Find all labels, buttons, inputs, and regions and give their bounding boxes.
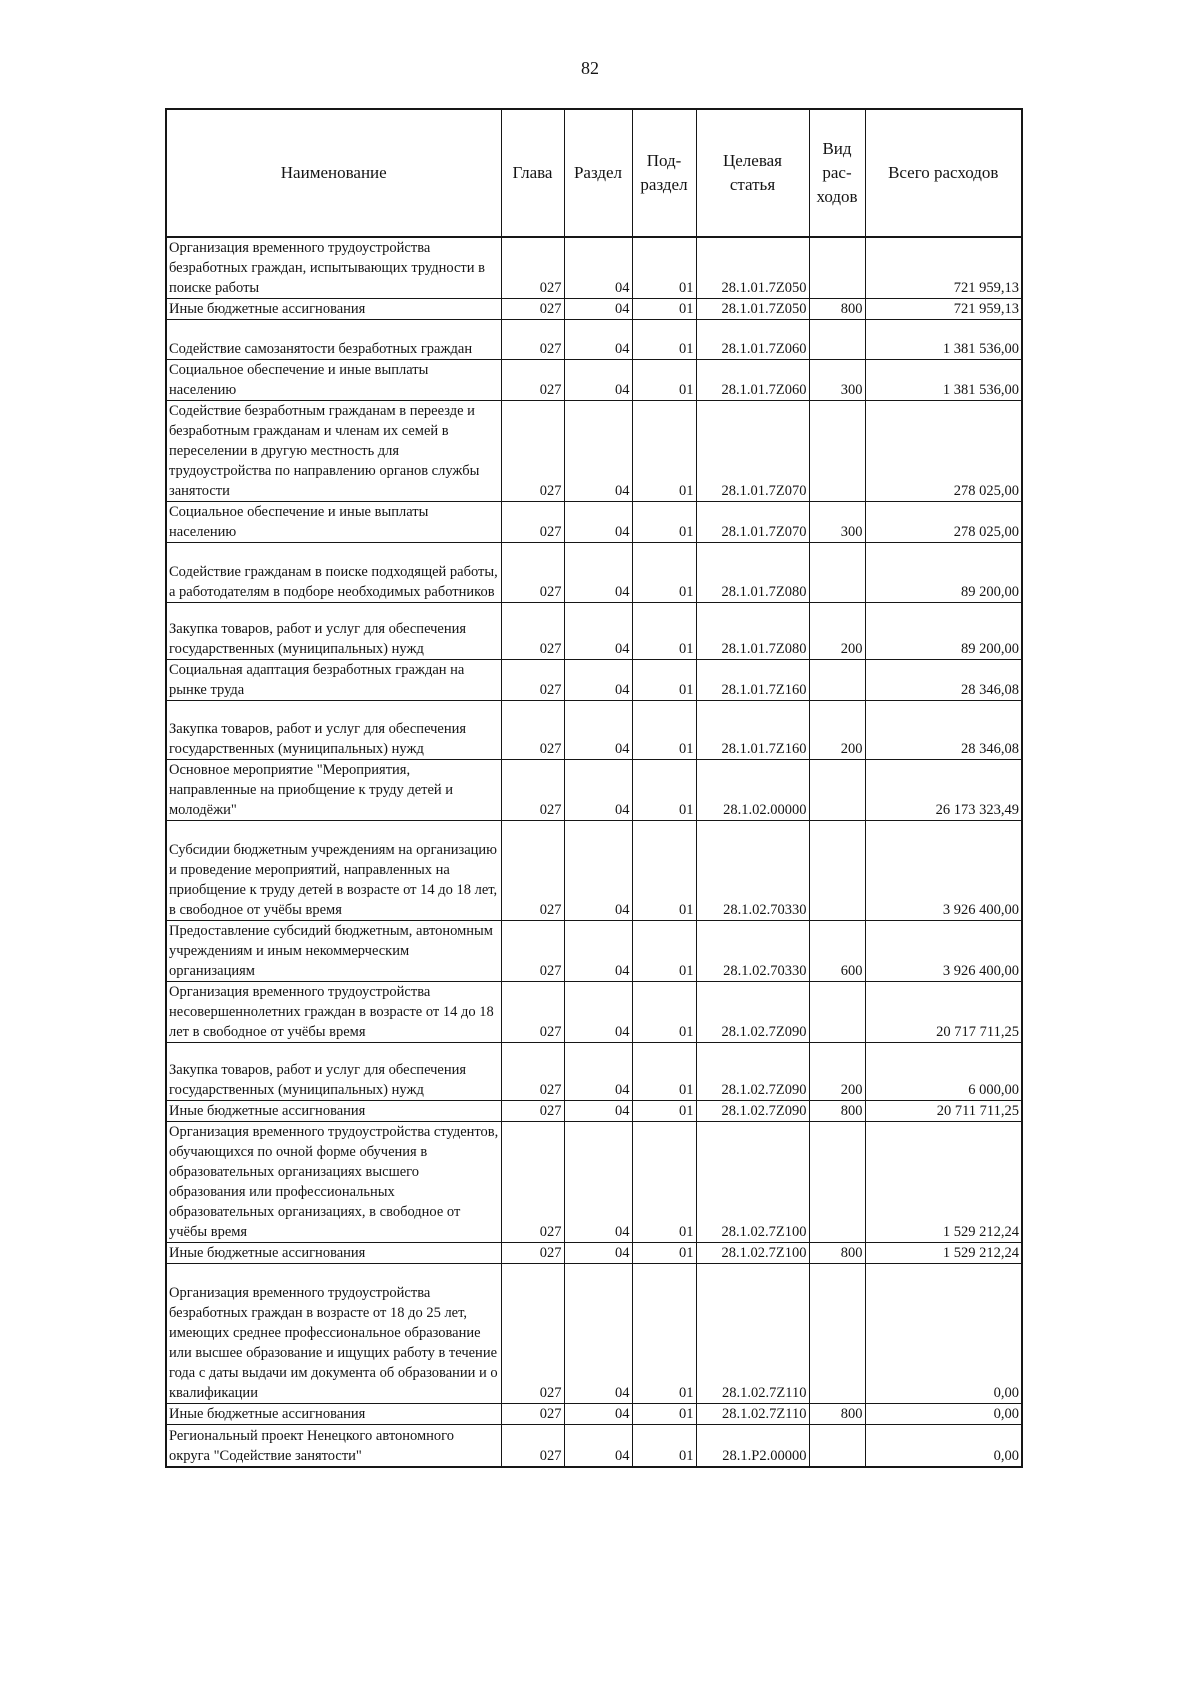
- target-article-cell: 28.1.01.7Z160: [696, 701, 809, 760]
- expense-type-cell: [809, 237, 865, 299]
- table-row: [166, 1425, 1022, 1467]
- chapter-cell: 027: [501, 760, 564, 821]
- chapter-cell: 027: [501, 299, 564, 320]
- target-article-cell: 28.1.01.7Z070: [696, 502, 809, 543]
- expense-type-cell: 800: [809, 1243, 865, 1264]
- table-row: [166, 921, 1022, 982]
- section-cell: 04: [564, 1043, 632, 1101]
- target-article-cell: 28.1.02.7Z090: [696, 982, 809, 1043]
- total-expenses-cell: 3 926 400,00: [865, 921, 1022, 982]
- total-expenses-cell: 20 717 711,25: [865, 982, 1022, 1043]
- header-line: Глава: [512, 163, 553, 182]
- table-row: [166, 1264, 1022, 1404]
- subsection-cell: 01: [632, 921, 696, 982]
- expense-type-cell: 300: [809, 360, 865, 401]
- total-expenses-cell: 278 025,00: [865, 502, 1022, 543]
- total-expenses-cell: 26 173 323,49: [865, 760, 1022, 821]
- expense-type-cell: [809, 982, 865, 1043]
- header-target-article: [696, 109, 809, 237]
- section-cell: 04: [564, 1101, 632, 1122]
- target-article-cell: 28.1.01.7Z060: [696, 360, 809, 401]
- chapter-cell: 027: [501, 1122, 564, 1243]
- chapter-cell: 027: [501, 1101, 564, 1122]
- header-name: [166, 109, 501, 237]
- header-line: раздел: [640, 175, 688, 194]
- subsection-cell: 01: [632, 320, 696, 360]
- row-name-cell: Социальное обеспечение и иные выплаты населению: [166, 502, 501, 543]
- subsection-cell: 01: [632, 821, 696, 921]
- target-article-cell: 28.1.02.70330: [696, 821, 809, 921]
- row-name-cell: Социальное обеспечение и иные выплаты населению: [166, 360, 501, 401]
- table-row: [166, 760, 1022, 821]
- chapter-cell: 027: [501, 360, 564, 401]
- chapter-cell: 027: [501, 320, 564, 360]
- table-row: [166, 401, 1022, 502]
- section-cell: 04: [564, 1425, 632, 1467]
- table-row: [166, 821, 1022, 921]
- chapter-cell: 027: [501, 660, 564, 701]
- page-number: 82: [581, 58, 599, 78]
- row-name-cell: Региональный проект Ненецкого автономного округа "Содействие занятости": [166, 1425, 501, 1467]
- expense-type-cell: [809, 1425, 865, 1467]
- expense-type-cell: [809, 1264, 865, 1404]
- chapter-cell: 027: [501, 1425, 564, 1467]
- header-section: [564, 109, 632, 237]
- expense-type-cell: 200: [809, 701, 865, 760]
- section-cell: 04: [564, 1404, 632, 1425]
- total-expenses-cell: 1 381 536,00: [865, 320, 1022, 360]
- section-cell: 04: [564, 982, 632, 1043]
- header-subsection: [632, 109, 696, 237]
- total-expenses-cell: 1 381 536,00: [865, 360, 1022, 401]
- chapter-cell: 027: [501, 502, 564, 543]
- table-row: [166, 701, 1022, 760]
- total-expenses-cell: 721 959,13: [865, 237, 1022, 299]
- row-name-cell: Иные бюджетные ассигнования: [166, 299, 501, 320]
- row-name-cell: Социальная адаптация безработных граждан на рынке труда: [166, 660, 501, 701]
- section-cell: 04: [564, 660, 632, 701]
- expense-type-cell: 800: [809, 1404, 865, 1425]
- subsection-cell: 01: [632, 360, 696, 401]
- expense-type-cell: 600: [809, 921, 865, 982]
- table-row: [166, 360, 1022, 401]
- section-cell: 04: [564, 320, 632, 360]
- header-line: статья: [729, 175, 776, 194]
- subsection-cell: 01: [632, 543, 696, 603]
- table-row: [166, 603, 1022, 660]
- section-cell: 04: [564, 360, 632, 401]
- chapter-cell: 027: [501, 1404, 564, 1425]
- row-name-cell: Содействие безработным гражданам в переезде и безработным гражданам и членам их семей в переселении в другую местность для трудоустройства по направлению органов службы занятости: [166, 401, 501, 502]
- chapter-cell: 027: [501, 603, 564, 660]
- subsection-cell: 01: [632, 603, 696, 660]
- section-cell: 04: [564, 543, 632, 603]
- row-name-cell: Иные бюджетные ассигнования: [166, 1243, 501, 1264]
- expense-type-cell: 300: [809, 502, 865, 543]
- expense-type-cell: [809, 1122, 865, 1243]
- chapter-cell: 027: [501, 401, 564, 502]
- section-cell: 04: [564, 603, 632, 660]
- chapter-cell: 027: [501, 1264, 564, 1404]
- total-expenses-cell: 89 200,00: [865, 543, 1022, 603]
- table-row: [166, 1101, 1022, 1122]
- target-article-cell: 28.1.02.7Z110: [696, 1264, 809, 1404]
- section-cell: 04: [564, 299, 632, 320]
- chapter-cell: 027: [501, 237, 564, 299]
- total-expenses-cell: 0,00: [865, 1404, 1022, 1425]
- chapter-cell: 027: [501, 701, 564, 760]
- header-line: Раздел: [573, 163, 623, 182]
- total-expenses-cell: 1 529 212,24: [865, 1122, 1022, 1243]
- target-article-cell: 28.1.02.7Z110: [696, 1404, 809, 1425]
- header-line: Под-: [646, 151, 682, 170]
- total-expenses-cell: 0,00: [865, 1264, 1022, 1404]
- header-line: рас-: [822, 163, 852, 182]
- subsection-cell: 01: [632, 760, 696, 821]
- total-expenses-cell: 278 025,00: [865, 401, 1022, 502]
- target-article-cell: 28.1.02.7Z100: [696, 1243, 809, 1264]
- header-line: Всего расходов: [888, 163, 999, 182]
- chapter-cell: 027: [501, 821, 564, 921]
- target-article-cell: 28.1.01.7Z050: [696, 299, 809, 320]
- total-expenses-cell: 6 000,00: [865, 1043, 1022, 1101]
- target-article-cell: 28.1.01.7Z060: [696, 320, 809, 360]
- total-expenses-cell: 1 529 212,24: [865, 1243, 1022, 1264]
- subsection-cell: 01: [632, 502, 696, 543]
- expense-type-cell: [809, 543, 865, 603]
- total-expenses-cell: 0,00: [865, 1425, 1022, 1467]
- section-cell: 04: [564, 1122, 632, 1243]
- target-article-cell: 28.1.01.7Z080: [696, 543, 809, 603]
- expense-type-cell: [809, 760, 865, 821]
- row-name-cell: Закупка товаров, работ и услуг для обеспечения государственных (муниципальных) нужд: [166, 603, 501, 660]
- budget-table: [165, 108, 1023, 1468]
- subsection-cell: 01: [632, 299, 696, 320]
- section-cell: 04: [564, 701, 632, 760]
- header-expense-type: [809, 109, 865, 237]
- row-name-cell: Закупка товаров, работ и услуг для обеспечения государственных (муниципальных) нужд: [166, 701, 501, 760]
- target-article-cell: 28.1.02.7Z100: [696, 1122, 809, 1243]
- subsection-cell: 01: [632, 1122, 696, 1243]
- table-row: [166, 502, 1022, 543]
- subsection-cell: 01: [632, 1043, 696, 1101]
- row-name-cell: Организация временного трудоустройства несовершеннолетних граждан в возрасте от 14 до 18 лет в свободное от учёбы время: [166, 982, 501, 1043]
- subsection-cell: 01: [632, 1101, 696, 1122]
- total-expenses-cell: 20 711 711,25: [865, 1101, 1022, 1122]
- expense-type-cell: [809, 320, 865, 360]
- header-line: Целевая: [722, 151, 783, 170]
- expense-type-cell: 200: [809, 603, 865, 660]
- target-article-cell: 28.1.01.7Z050: [696, 237, 809, 299]
- row-name-cell: Организация временного трудоустройства безработных граждан в возрасте от 18 до 25 лет, имеющих среднее профессиональное образование или высшее образование и ищущих работу в течение года с даты выдачи им документа об образовании и о квалификации: [166, 1264, 501, 1404]
- expense-type-cell: [809, 401, 865, 502]
- header-row: [166, 109, 1022, 237]
- table-row: [166, 660, 1022, 701]
- header-total-expenses: [865, 109, 1022, 237]
- row-name-cell: Содействие гражданам в поиске подходящей работы, а работодателям в подборе необходимых работников: [166, 543, 501, 603]
- total-expenses-cell: 721 959,13: [865, 299, 1022, 320]
- header-line: ходов: [816, 187, 858, 206]
- chapter-cell: 027: [501, 1043, 564, 1101]
- section-cell: 04: [564, 401, 632, 502]
- total-expenses-cell: 28 346,08: [865, 701, 1022, 760]
- table-body: [166, 237, 1022, 1467]
- chapter-cell: 027: [501, 982, 564, 1043]
- table-row: [166, 299, 1022, 320]
- total-expenses-cell: 28 346,08: [865, 660, 1022, 701]
- subsection-cell: 01: [632, 401, 696, 502]
- subsection-cell: 01: [632, 237, 696, 299]
- expense-type-cell: [809, 821, 865, 921]
- table-row: [166, 237, 1022, 299]
- subsection-cell: 01: [632, 1425, 696, 1467]
- chapter-cell: 027: [501, 1243, 564, 1264]
- table-row: [166, 543, 1022, 603]
- chapter-cell: 027: [501, 921, 564, 982]
- expense-type-cell: 200: [809, 1043, 865, 1101]
- table-row: [166, 320, 1022, 360]
- subsection-cell: 01: [632, 982, 696, 1043]
- target-article-cell: 28.1.P2.00000: [696, 1425, 809, 1467]
- table-row: [166, 1122, 1022, 1243]
- target-article-cell: 28.1.01.7Z080: [696, 603, 809, 660]
- target-article-cell: 28.1.01.7Z070: [696, 401, 809, 502]
- target-article-cell: 28.1.02.7Z090: [696, 1043, 809, 1101]
- row-name-cell: Субсидии бюджетным учреждениям на организацию и проведение мероприятий, направленных на приобщение к труду детей в возрасте от 14 до 18 лет, в свободное от учёбы время: [166, 821, 501, 921]
- subsection-cell: 01: [632, 1243, 696, 1264]
- subsection-cell: 01: [632, 660, 696, 701]
- header-chapter: [501, 109, 564, 237]
- row-name-cell: Содействие самозанятости безработных граждан: [166, 320, 501, 360]
- chapter-cell: 027: [501, 543, 564, 603]
- subsection-cell: 01: [632, 1264, 696, 1404]
- expense-type-cell: 800: [809, 1101, 865, 1122]
- total-expenses-cell: 89 200,00: [865, 603, 1022, 660]
- section-cell: 04: [564, 1243, 632, 1264]
- row-name-cell: Основное мероприятие "Мероприятия, направленные на приобщение к труду детей и молодёжи": [166, 760, 501, 821]
- target-article-cell: 28.1.02.7Z090: [696, 1101, 809, 1122]
- table-row: [166, 1043, 1022, 1101]
- header-line: Наименование: [280, 163, 387, 182]
- table-row: [166, 1243, 1022, 1264]
- table-row: [166, 982, 1022, 1043]
- section-cell: 04: [564, 760, 632, 821]
- section-cell: 04: [564, 821, 632, 921]
- row-name-cell: Иные бюджетные ассигнования: [166, 1101, 501, 1122]
- row-name-cell: Предоставление субсидий бюджетным, автономным учреждениям и иным некоммерческим организациям: [166, 921, 501, 982]
- expense-type-cell: 800: [809, 299, 865, 320]
- target-article-cell: 28.1.02.00000: [696, 760, 809, 821]
- subsection-cell: 01: [632, 701, 696, 760]
- row-name-cell: Закупка товаров, работ и услуг для обеспечения государственных (муниципальных) нужд: [166, 1043, 501, 1101]
- total-expenses-cell: 3 926 400,00: [865, 821, 1022, 921]
- target-article-cell: 28.1.01.7Z160: [696, 660, 809, 701]
- table-row: [166, 1404, 1022, 1425]
- section-cell: 04: [564, 502, 632, 543]
- row-name-cell: Иные бюджетные ассигнования: [166, 1404, 501, 1425]
- subsection-cell: 01: [632, 1404, 696, 1425]
- header-line: Вид: [822, 139, 852, 158]
- section-cell: 04: [564, 237, 632, 299]
- section-cell: 04: [564, 1264, 632, 1404]
- row-name-cell: Организация временного трудоустройства безработных граждан, испытывающих трудности в поиске работы: [166, 237, 501, 299]
- section-cell: 04: [564, 921, 632, 982]
- row-name-cell: Организация временного трудоустройства студентов, обучающихся по очной форме обучения в образовательных организациях высшего образования или профессиональных образовательных организациях, в свободное от учёбы время: [166, 1122, 501, 1243]
- expense-type-cell: [809, 660, 865, 701]
- target-article-cell: 28.1.02.70330: [696, 921, 809, 982]
